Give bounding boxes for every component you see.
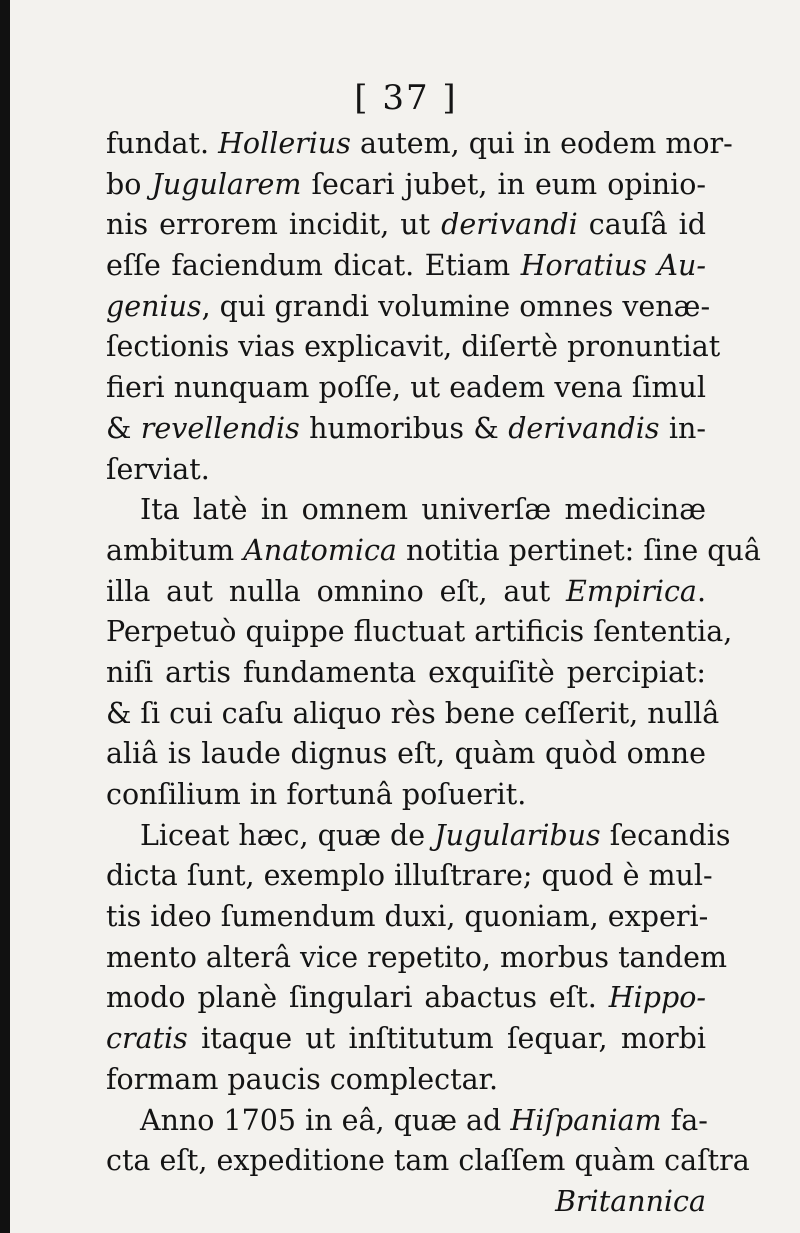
text-line: genius, qui grandi volumine omnes venæ- <box>106 289 711 323</box>
text-line-part: derivandi <box>441 208 578 242</box>
text-line-part: Anatomica <box>243 533 397 567</box>
text-line: niſi artis fundamenta exquiſitè percipiat: <box>106 655 706 689</box>
text-line-part: Hollerius <box>218 127 351 160</box>
text-line-part: Jugularem <box>151 167 302 201</box>
text-line: illa aut nulla omnino eſt, aut Empirica. <box>106 574 706 608</box>
text-line: ambitum Anatomica notitia pertinet: ſine quâ <box>106 533 761 567</box>
text-line: fieri nunquam poſſe, ut eadem vena ſimul <box>106 371 706 405</box>
text-line: Perpetuò quippe fluctuat artificis ſententia, <box>106 615 733 649</box>
text-line: cta eſt, expeditione tam claſſem quàm caſtra <box>106 1144 750 1178</box>
text-line: fundat. Hollerius autem, qui in eodem mor- <box>106 127 733 160</box>
page-text <box>106 72 761 1222</box>
text-line-part: cratis <box>106 1022 188 1056</box>
text-line: cratis itaque ut inſtitutum ſequar, morbi <box>106 1022 706 1056</box>
text-line: mento alterâ vice repetito, morbus tandem <box>106 940 728 974</box>
text-line-part: Jugularibus <box>434 818 601 852</box>
text-line: Ita latè in omnem univerſæ medicinæ <box>140 493 706 527</box>
text-line: nis errorem incidit, ut derivandi cauſâ id <box>106 208 706 242</box>
text-line: ſerviat. <box>106 452 210 486</box>
text-line-part: Empirica <box>566 574 697 608</box>
text-line: aliâ is laude dignus eſt, quàm quòd omne <box>106 737 706 771</box>
text-line-part: Horatius Au- <box>520 249 706 283</box>
text-line: & revellendis humoribus & derivandis in- <box>106 411 706 445</box>
text-line: eſſe faciendum dicat. Etiam Horatius Au- <box>106 249 706 283</box>
text-line: conſilium in fortunâ poſuerit. <box>106 778 527 811</box>
text-line: dicta ſunt, exemplo illuſtrare; quod è mul- <box>106 859 713 893</box>
text-line-part: genius <box>106 289 202 323</box>
text-line: Anno 1705 in eâ, quæ ad Hiſpaniam fa- <box>140 1103 708 1137</box>
text-line-part: derivandis <box>508 411 660 445</box>
text-line: Liceat hæc, quæ de Jugularibus ſecandis <box>140 818 731 852</box>
text-line: & ſi cui caſu aliquo rès bene ceſſerit, nullâ <box>106 696 720 730</box>
binding-gutter <box>0 0 10 1233</box>
text-line-part: Hippo- <box>608 981 706 1015</box>
text-line: formam paucis complectar. <box>106 1062 499 1096</box>
text-line-part: revellendis <box>140 411 300 445</box>
text-line: tis ideo ſumendum duxi, quoniam, experi- <box>106 900 709 934</box>
catchword: Britannica <box>555 1184 706 1218</box>
page-number: [ 37 ] <box>354 78 458 118</box>
text-line: bo Jugularem ſecari jubet, in eum opinio- <box>106 167 706 201</box>
text-line-part: Hiſpaniam <box>510 1103 662 1137</box>
text-line: ſectionis vias explicavit, diſertè pronuntiat <box>106 330 721 364</box>
text-line: modo planè ſingulari abactus eſt. Hippo- <box>106 981 706 1015</box>
book-page <box>10 0 800 1233</box>
